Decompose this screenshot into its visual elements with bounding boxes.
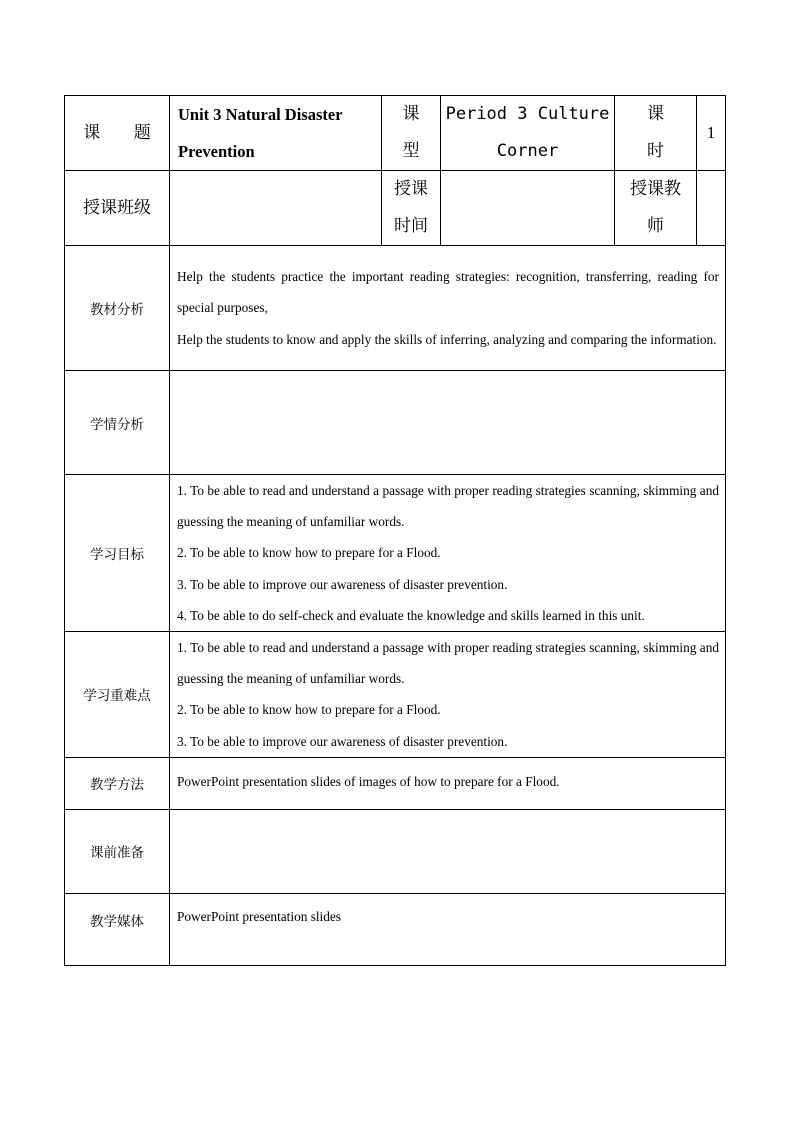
objectives-row (65, 475, 726, 632)
time-label (382, 171, 441, 246)
objective-item: 3. To be able to improve our awareness of disaster prevention. (177, 576, 508, 592)
lesson-plan-table (64, 95, 726, 966)
methods-line: PowerPoint presentation slides of images of how to prepare for a Flood. (177, 773, 560, 789)
methods-row (65, 757, 726, 809)
methods-label: 教学方法 (65, 757, 170, 809)
preparation-row (65, 809, 726, 893)
time-value (441, 171, 615, 246)
material-line: Help the students to know and apply the skills of inferring, analyzing and comparing the information. (177, 331, 717, 347)
type-label-text: 课型 (402, 104, 420, 161)
material-line: Help the students practice the important reading strategies: recognition, transferring, reading for special purposes, (177, 269, 719, 316)
teacher-label (615, 171, 697, 246)
header-row-2 (65, 171, 726, 246)
students-row (65, 371, 726, 475)
key-points-row (65, 632, 726, 758)
material-row (65, 246, 726, 371)
topic-label: 课 题 (65, 96, 170, 171)
preparation-label: 课前准备 (65, 809, 170, 893)
objective-item: 1. To be able to read and understand a passage with proper reading strategies scanning, skimming and guessing the meaning of unfamiliar words. (177, 483, 719, 530)
objectives-label: 学习目标 (65, 475, 170, 632)
time-label-text: 授课时间 (394, 179, 428, 236)
material-content (170, 246, 726, 371)
unit-title: Unit 3 Natural Disaster Prevention (170, 96, 382, 171)
lesson-type: Period 3 Culture Corner (441, 96, 615, 171)
key-point-item: 1. To be able to read and understand a passage with proper reading strategies scanning, skimming and guessing the meaning of unfamiliar words. (177, 640, 719, 687)
objective-item: 4. To be able to do self-check and evaluate the knowledge and skills learned in this unit. (177, 607, 645, 623)
material-label: 教材分析 (65, 246, 170, 371)
objective-item: 2. To be able to know how to prepare for a Flood. (177, 545, 441, 561)
preparation-content (170, 809, 726, 893)
media-label: 教学媒体 (65, 893, 170, 965)
teacher-value (697, 171, 726, 246)
hours-value: 1 (697, 96, 726, 171)
hours-label: 课 时 (615, 96, 697, 171)
class-value (170, 171, 382, 246)
methods-content (170, 757, 726, 809)
key-points-content (170, 632, 726, 758)
key-points-label: 学习重难点 (65, 632, 170, 758)
teacher-label-text: 授课教师 (630, 179, 681, 236)
objectives-content (170, 475, 726, 632)
class-label: 授课班级 (65, 171, 170, 246)
media-line: PowerPoint presentation slides (177, 908, 341, 924)
students-content (170, 371, 726, 475)
type-label (382, 96, 441, 171)
header-row-1 (65, 96, 726, 171)
key-point-item: 2. To be able to know how to prepare for a Flood. (177, 702, 441, 718)
students-label: 学情分析 (65, 371, 170, 475)
media-row (65, 893, 726, 965)
media-content (170, 893, 726, 965)
key-point-item: 3. To be able to improve our awareness of disaster prevention. (177, 733, 508, 749)
